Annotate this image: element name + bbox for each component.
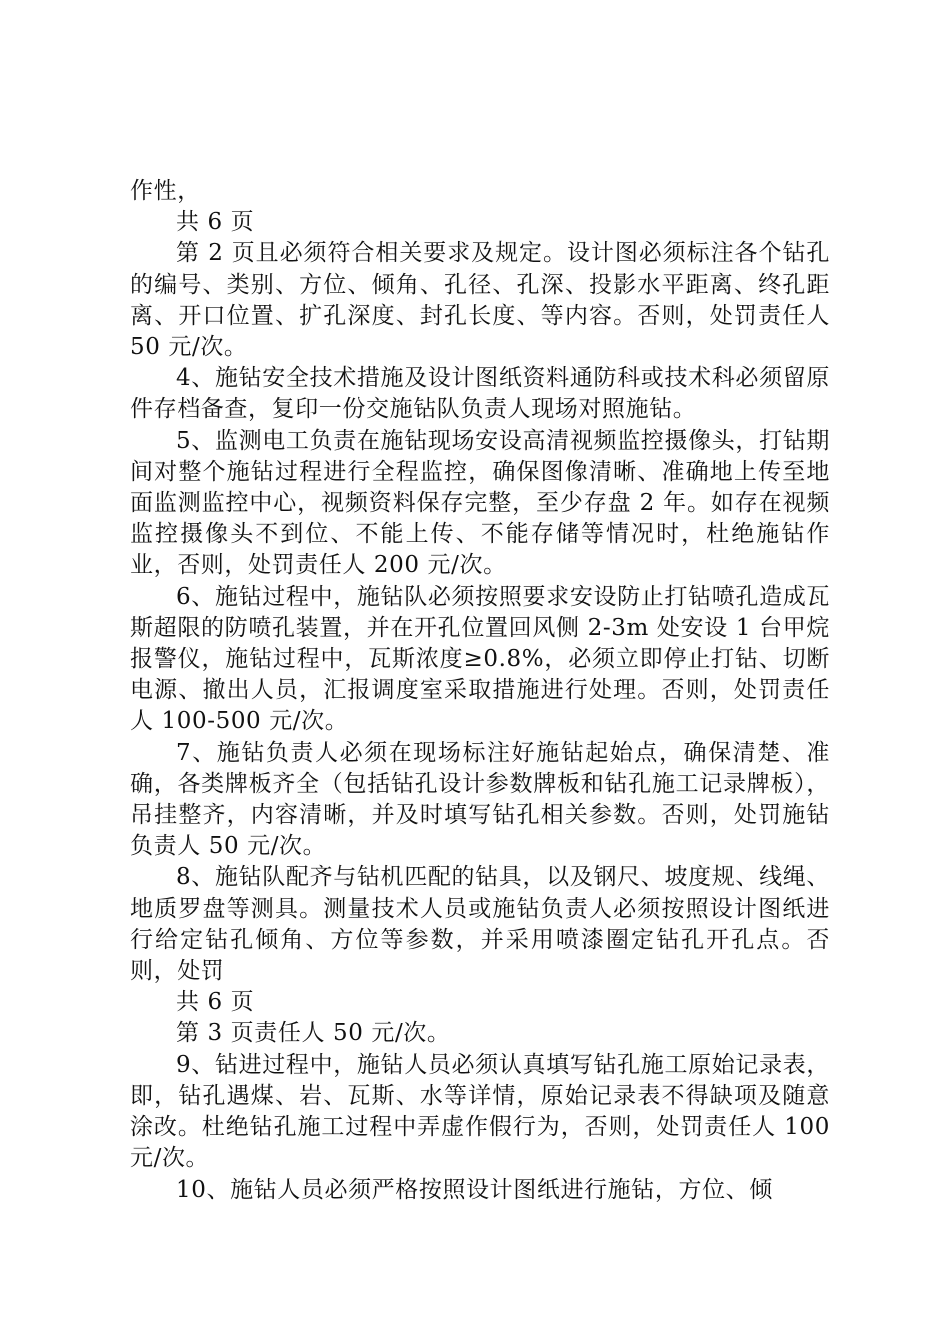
paragraph-item-3: 第 2 页且必须符合相关要求及规定。设计图必须标注各个钻孔的编号、类别、方位、倾角、孔径、孔深、投影水平距离、终孔距离、开口位置、扩孔深度、封孔长度、等内容。否则，处罚责任人 50 元/次。 xyxy=(130,240,830,361)
page-footer-total: 共 6 页 xyxy=(176,989,255,1016)
paragraph-item-10: 10、施钻人员必须严格按照设计图纸进行施钻，方位、倾 xyxy=(176,1176,773,1203)
paragraph-item-6: 6、施钻过程中，施钻队必须按照要求安设防止打钻喷孔造成瓦斯超限的防喷孔装置，并在开孔位置回风侧 2-3m 处安设 1 台甲烷报警仪，施钻过程中，瓦斯浓度≥0.8%，必须立即停止打钻、切断电源、撤出人员，汇报调度室采取措施进行处理。否则，处罚责任人 100-500 元/次。 xyxy=(130,583,830,735)
paragraph-item-5: 5、监测电工负责在施钻现场安设高清视频监控摄像头，打钻期间对整个施钻过程进行全程监控，确保图像清晰、准确地上传至地面监测监控中心，视频资料保存完整，至少存盘 2 年。如存在视频监控摄像头不到位、不能上传、不能存储等情况时，杜绝施钻作业，否则，处罚责任人 200 元/次。 xyxy=(130,427,830,579)
paragraph-item-9: 9、钻进过程中，施钻人员必须认真填写钻孔施工原始记录表，即，钻孔遇煤、岩、瓦斯、水等详情，原始记录表不得缺项及随意涂改。杜绝钻孔施工过程中弄虚作假行为，否则，处罚责任人 100 元/次。 xyxy=(130,1051,830,1172)
paragraph-item-4: 4、施钻安全技术措施及设计图纸资料通防科或技术科必须留原件存档备查，复印一份交施钻队负责人现场对照施钻。 xyxy=(130,365,830,423)
paragraph-item-8-continued: 第 3 页责任人 50 元/次。 xyxy=(176,1020,451,1047)
paragraph-item-7: 7、施钻负责人必须在现场标注好施钻起始点，确保清楚、准确，各类牌板齐全（包括钻孔设计参数牌板和钻孔施工记录牌板），吊挂整齐，内容清晰，并及时填写钻孔相关参数。否则，处罚施钻负责人 50 元/次。 xyxy=(130,739,830,860)
document-body xyxy=(130,176,830,1206)
paragraph-item-8: 8、施钻队配齐与钻机匹配的钻具，以及钢尺、坡度规、线绳、地质罗盘等测具。测量技术人员或施钻负责人必须按照设计图纸进行给定钻孔倾角、方位等参数，并采用喷漆圈定钻孔开孔点。否则，处罚 xyxy=(130,864,830,985)
page-footer-total: 共 6 页 xyxy=(176,209,255,236)
paragraph-continuation: 作性， xyxy=(130,178,201,204)
